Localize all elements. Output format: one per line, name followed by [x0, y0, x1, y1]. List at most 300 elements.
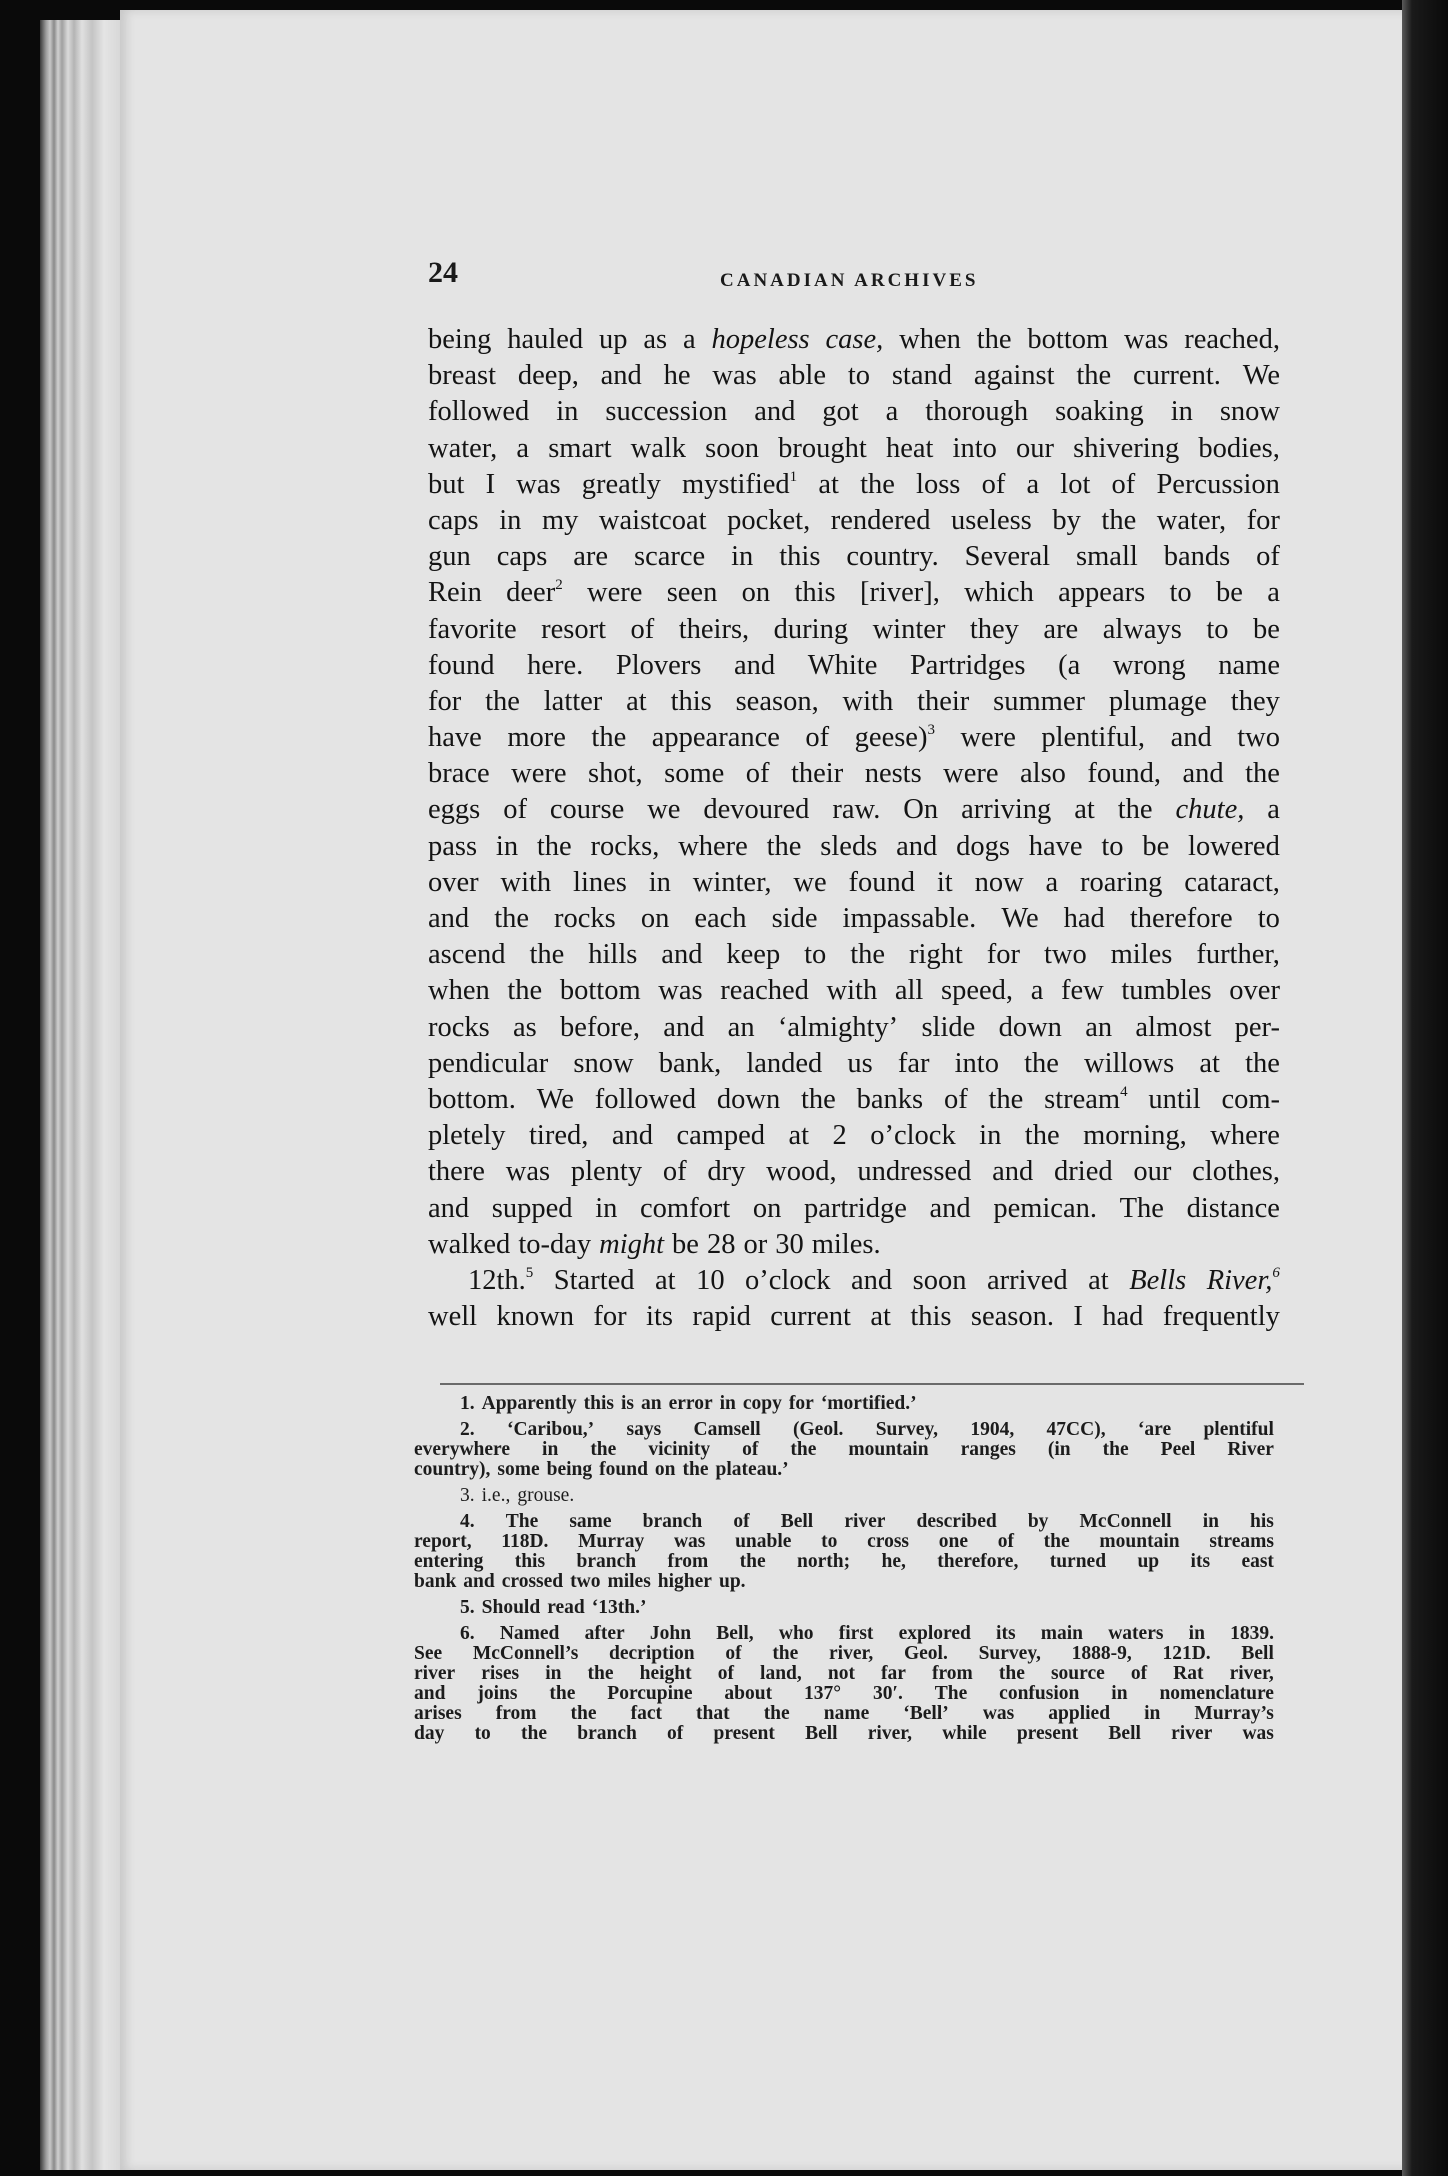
- word: the: [529, 939, 565, 971]
- word: Camsell: [693, 1419, 761, 1440]
- word: the: [1024, 1120, 1060, 1152]
- word: summer: [993, 685, 1085, 717]
- word: day: [414, 1723, 445, 1744]
- word: two: [1237, 722, 1280, 754]
- text-line: [428, 829, 1280, 865]
- word: a: [1267, 577, 1280, 609]
- binding-shadow: [1402, 0, 1448, 2176]
- word: branch: [577, 1723, 637, 1744]
- word: had: [1063, 903, 1105, 934]
- word: com-: [1221, 1083, 1280, 1115]
- word: small: [1076, 541, 1138, 573]
- word: plenty: [570, 1156, 643, 1188]
- word: thorough: [925, 396, 1029, 428]
- word: source: [1050, 1663, 1105, 1684]
- word: after: [584, 1623, 625, 1644]
- word: and: [663, 1011, 705, 1043]
- word: I: [1073, 1301, 1083, 1333]
- word: deep,: [517, 360, 579, 392]
- word: appearance: [651, 722, 780, 754]
- word: from: [495, 1703, 537, 1724]
- text-line: [428, 575, 1280, 611]
- word: Bells: [1129, 1264, 1187, 1296]
- word: right: [909, 939, 963, 971]
- word: sleds: [820, 830, 878, 862]
- word: [river],: [859, 577, 940, 609]
- word: when: [428, 975, 490, 1007]
- word: The: [1119, 1192, 1164, 1224]
- word: at: [655, 1264, 676, 1296]
- word: McConnell: [1079, 1511, 1172, 1532]
- word: the: [536, 830, 572, 862]
- word: of: [981, 468, 1006, 500]
- word: says: [626, 1419, 662, 1440]
- word: The: [505, 1511, 539, 1532]
- word: was: [712, 360, 757, 392]
- word: keep: [726, 939, 781, 971]
- word: in: [979, 1120, 1002, 1152]
- word: roaring: [1080, 866, 1163, 898]
- word: the: [570, 1703, 597, 1724]
- word: found: [848, 866, 915, 898]
- word: we: [647, 794, 681, 826]
- word: loss: [916, 468, 961, 500]
- word: of: [997, 1531, 1014, 1552]
- word: tired,: [529, 1120, 589, 1152]
- word: being: [428, 324, 492, 355]
- word: was: [516, 468, 561, 500]
- word: in: [545, 1663, 562, 1684]
- word: an: [641, 1393, 662, 1414]
- word: Bell: [1241, 1643, 1274, 1664]
- word: 2: [832, 1120, 847, 1152]
- word: 4.: [460, 1511, 475, 1532]
- word: and: [851, 1264, 893, 1296]
- footnote: [414, 1420, 1274, 1480]
- word: in: [731, 541, 754, 573]
- word: hills: [588, 939, 638, 971]
- word: 30′.: [872, 1683, 903, 1704]
- word: bottom: [559, 975, 641, 1007]
- word: to: [1257, 903, 1280, 934]
- word: the: [494, 903, 530, 934]
- word: plateau.’: [715, 1459, 789, 1480]
- word: everywhere: [414, 1439, 511, 1460]
- word: by: [1052, 504, 1081, 536]
- word: arriving: [961, 794, 1052, 826]
- word: are: [1043, 613, 1079, 645]
- word: not: [827, 1663, 855, 1684]
- word: season,: [735, 685, 819, 717]
- word: joins: [477, 1683, 518, 1704]
- word: ‘almighty’: [777, 1011, 899, 1043]
- word: season.: [970, 1301, 1054, 1333]
- word: more: [507, 722, 566, 754]
- word: east: [1241, 1551, 1274, 1572]
- word: dogs: [956, 830, 1010, 862]
- text-line: [428, 431, 1280, 467]
- word: present: [1016, 1723, 1079, 1744]
- word: to: [474, 1723, 491, 1744]
- word: of: [717, 1663, 734, 1684]
- word: on: [654, 1459, 676, 1480]
- word: got: [822, 396, 859, 428]
- word: mystified$^1$: [682, 468, 798, 500]
- word: Geol.: [903, 1643, 948, 1664]
- word: winter: [872, 613, 946, 645]
- word: and: [428, 903, 470, 934]
- word: and: [661, 939, 703, 971]
- word: of: [943, 1083, 968, 1115]
- word: the: [790, 1439, 817, 1460]
- word: frequently: [1162, 1301, 1280, 1333]
- word: he: [663, 360, 691, 392]
- word: the: [766, 830, 802, 862]
- word: over: [428, 866, 479, 898]
- word: the: [1024, 1047, 1059, 1079]
- word: this: [670, 685, 712, 717]
- word: this: [910, 1301, 952, 1333]
- word: impassable.: [842, 903, 977, 934]
- word: Several: [964, 541, 1051, 573]
- text-line: [428, 1263, 1280, 1299]
- word: heat: [885, 432, 934, 464]
- footnote-line: [414, 1704, 1274, 1724]
- word: the: [976, 324, 1012, 355]
- word: Porcupine: [607, 1683, 693, 1704]
- word: over: [1229, 975, 1280, 1007]
- word: down: [716, 1083, 781, 1115]
- word: was: [658, 975, 703, 1007]
- word: pletely: [428, 1120, 506, 1152]
- word: we: [793, 866, 827, 898]
- word: bottom.: [428, 1083, 516, 1115]
- word: their: [790, 758, 844, 790]
- word: wrong: [1112, 649, 1186, 681]
- word: ascend: [428, 939, 506, 971]
- word: this: [514, 1551, 546, 1572]
- text-line: [428, 973, 1280, 1009]
- word: that: [696, 1703, 730, 1724]
- word: and: [463, 1571, 495, 1592]
- word: clothes,: [1192, 1156, 1280, 1188]
- word: grouse.: [517, 1485, 575, 1506]
- word: water,: [428, 432, 498, 464]
- word: but: [428, 468, 465, 500]
- word: as: [513, 1011, 537, 1043]
- word: on: [752, 1192, 782, 1224]
- word: this: [794, 577, 836, 609]
- footnote-line: [414, 1724, 1274, 1744]
- word: morning,: [1083, 1120, 1187, 1152]
- word: first: [838, 1623, 874, 1644]
- word: a: [885, 396, 899, 428]
- word: soon: [912, 1264, 967, 1296]
- word: in: [595, 1192, 618, 1224]
- word: Survey,: [875, 1419, 938, 1440]
- word: its: [1190, 1551, 1211, 1572]
- word: being: [546, 1459, 593, 1480]
- word: Plovers: [615, 649, 702, 681]
- word: White: [807, 649, 878, 681]
- word: known: [496, 1301, 575, 1333]
- word: for: [788, 1393, 814, 1414]
- word: (Geol.: [793, 1419, 844, 1440]
- text-line: [428, 1154, 1280, 1190]
- word: the: [1076, 360, 1112, 392]
- word: of: [805, 722, 830, 754]
- word: wood,: [766, 1156, 837, 1188]
- word: be: [1252, 613, 1280, 645]
- word: latter: [543, 685, 603, 717]
- page-number: 24: [428, 256, 458, 289]
- word: now: [974, 866, 1024, 898]
- running-head: CANADIAN ARCHIVES: [720, 270, 979, 291]
- word: course: [549, 794, 625, 826]
- word: river: [1171, 1723, 1213, 1744]
- text-line: [428, 720, 1280, 756]
- word: far: [881, 1663, 906, 1684]
- word: at: [818, 468, 839, 500]
- word: waistcoat: [598, 504, 707, 536]
- word: Murray: [578, 1531, 645, 1552]
- footnote-line: [414, 1532, 1274, 1552]
- word: in: [1202, 1511, 1219, 1532]
- text-line: [428, 1010, 1280, 1046]
- word: willows: [1084, 1047, 1175, 1079]
- word: River: [1227, 1439, 1274, 1460]
- word: to-day: [518, 1228, 592, 1260]
- word: to: [1101, 830, 1124, 862]
- word: into: [954, 1047, 999, 1079]
- word: to: [821, 1531, 838, 1552]
- footnote-line: [414, 1644, 1274, 1664]
- footnote-line: [414, 1598, 1274, 1618]
- word: favorite: [428, 613, 517, 645]
- word: of: [1111, 468, 1136, 500]
- word: The: [934, 1683, 968, 1704]
- word: main: [1040, 1623, 1084, 1644]
- word: found,: [1087, 758, 1162, 790]
- word: banks: [856, 1083, 924, 1115]
- word: to: [1169, 577, 1192, 609]
- text-line: [428, 937, 1280, 973]
- word: shot,: [588, 758, 643, 790]
- word: the: [682, 1459, 709, 1480]
- word: this: [779, 541, 821, 573]
- word: he,: [881, 1551, 906, 1572]
- word: in: [1170, 396, 1193, 428]
- text-line: [428, 901, 1280, 937]
- word: of: [742, 1439, 759, 1460]
- word: followed: [594, 1083, 697, 1115]
- word: were: [943, 758, 999, 790]
- word: o’clock: [745, 1264, 831, 1296]
- word: and: [414, 1683, 446, 1704]
- footnote: [414, 1624, 1274, 1744]
- word: hopeless: [711, 324, 810, 355]
- word: a: [516, 432, 530, 464]
- word: into: [952, 432, 997, 464]
- footnote-line: [414, 1512, 1274, 1532]
- word: Bell,: [716, 1623, 754, 1644]
- word: the: [485, 685, 520, 717]
- word: therefore: [1129, 903, 1233, 934]
- word: during: [773, 613, 849, 645]
- word: same: [569, 1511, 612, 1532]
- word: landed: [746, 1047, 823, 1079]
- word: shivering: [1073, 432, 1180, 464]
- word: at: [788, 1120, 810, 1152]
- word: north;: [797, 1551, 851, 1572]
- word: in: [1111, 1683, 1128, 1704]
- word: pendicular: [428, 1047, 549, 1079]
- word: was: [673, 1531, 706, 1552]
- word: branch: [642, 1511, 703, 1532]
- word: to: [1206, 613, 1229, 645]
- word: and: [1170, 722, 1212, 754]
- word: was: [505, 1156, 551, 1188]
- word: able: [778, 360, 826, 392]
- word: plentiful: [1203, 1419, 1274, 1440]
- word: reached,: [1184, 324, 1280, 355]
- word: at: [870, 1301, 891, 1333]
- word: as: [643, 324, 668, 355]
- word: the: [1245, 1047, 1280, 1079]
- word: Rein: [428, 577, 482, 609]
- text-line: [428, 539, 1280, 575]
- footnote-line: [414, 1552, 1274, 1572]
- word: smart: [548, 432, 612, 464]
- text-line: [428, 1191, 1280, 1227]
- word: ‘Caribou,’: [506, 1419, 595, 1440]
- word: 1888-9,: [1071, 1643, 1132, 1664]
- word: 5.: [460, 1597, 475, 1618]
- word: 6.: [460, 1623, 475, 1644]
- word: of: [503, 794, 527, 826]
- word: arises: [414, 1703, 462, 1724]
- word: pass: [428, 830, 478, 862]
- word: bank: [414, 1571, 457, 1592]
- word: 47CC),: [1046, 1419, 1106, 1440]
- word: name: [1218, 649, 1280, 681]
- word: with: [842, 685, 894, 717]
- word: was: [982, 1703, 1015, 1724]
- word: 2.: [460, 1419, 475, 1440]
- word: Bell: [780, 1511, 814, 1532]
- word: McConnell’s: [472, 1643, 579, 1664]
- word: Survey,: [978, 1643, 1041, 1664]
- word: deer$^2$: [506, 577, 563, 609]
- word: and: [992, 1156, 1034, 1188]
- footnote-line: [414, 1572, 1274, 1592]
- word: reached: [720, 975, 809, 1007]
- word: down: [998, 1011, 1062, 1043]
- word: per-: [1234, 1011, 1280, 1043]
- text-line: [428, 467, 1280, 503]
- word: 1904,: [970, 1419, 1015, 1440]
- word: dried: [1054, 1156, 1113, 1188]
- word: John: [649, 1623, 692, 1644]
- word: caps: [496, 541, 548, 573]
- word: in: [499, 504, 522, 536]
- word: nomenclature: [1159, 1683, 1274, 1704]
- footnote-line: [414, 1440, 1274, 1460]
- word: ‘Bell’: [903, 1703, 949, 1724]
- word: of: [667, 1723, 684, 1744]
- word: resort: [541, 613, 606, 645]
- word: turned: [1049, 1551, 1107, 1572]
- word: caps: [428, 504, 479, 536]
- word: current.: [1133, 360, 1221, 392]
- word: and: [600, 360, 642, 392]
- word: and: [896, 830, 938, 862]
- word: until: [1148, 1083, 1201, 1115]
- word: the: [507, 975, 543, 1007]
- word: while: [942, 1723, 987, 1744]
- word: for: [986, 939, 1021, 971]
- word: We: [1242, 360, 1280, 392]
- word: streams: [1209, 1531, 1274, 1552]
- word: and: [428, 1192, 470, 1224]
- word: Partridges: [909, 649, 1026, 681]
- word: name: [823, 1703, 870, 1724]
- word: their: [917, 685, 970, 717]
- word: an: [727, 1011, 755, 1043]
- word: arrived: [986, 1264, 1068, 1296]
- word: and: [611, 1120, 653, 1152]
- word: to: [847, 360, 870, 392]
- word: therefore,: [937, 1551, 1019, 1572]
- word: have: [428, 722, 482, 754]
- text-line: [428, 1118, 1280, 1154]
- word: 3.: [460, 1485, 475, 1506]
- word: were: [587, 577, 643, 609]
- word: in: [556, 396, 579, 428]
- word: two: [570, 1571, 601, 1592]
- word: of: [725, 1643, 742, 1664]
- word: waters: [1108, 1623, 1164, 1644]
- word: Bell: [805, 1723, 838, 1744]
- word: (a: [1058, 649, 1081, 681]
- word: bank,: [658, 1047, 722, 1079]
- word: nests: [864, 758, 922, 790]
- word: at: [626, 685, 647, 717]
- word: bodies,: [1198, 432, 1280, 464]
- word: they: [969, 613, 1019, 645]
- word: the: [801, 1083, 836, 1115]
- word: described: [916, 1511, 997, 1532]
- word: up: [1137, 1551, 1160, 1572]
- body-text: [428, 322, 1280, 1335]
- word: further,: [1196, 939, 1280, 971]
- word: Bell: [1108, 1723, 1141, 1744]
- word: it: [936, 866, 953, 898]
- word: error: [668, 1393, 713, 1414]
- text-line: [428, 684, 1280, 720]
- word: bottom: [1027, 324, 1109, 355]
- text-line: [428, 1299, 1280, 1335]
- text-line: [428, 648, 1280, 684]
- word: water,: [1156, 504, 1227, 536]
- word: geese)$^3$: [854, 722, 935, 754]
- word: applied: [1048, 1703, 1111, 1724]
- footnote-rule: [440, 1383, 1304, 1385]
- word: tumbles: [1121, 975, 1212, 1007]
- word: 10: [696, 1264, 725, 1296]
- word: the: [1043, 1531, 1070, 1552]
- word: the: [549, 1683, 576, 1704]
